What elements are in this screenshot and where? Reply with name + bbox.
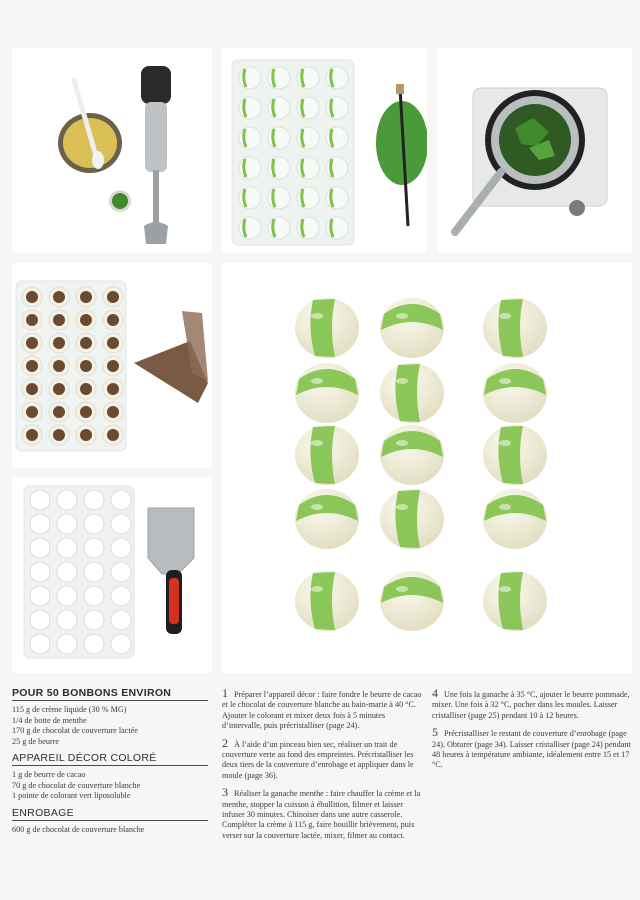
decor-item: 70 g de chocolat de couverture blanche [12, 780, 141, 790]
ingredients-list [12, 705, 208, 747]
step-text: Précristalliser le restant de couverture d’enrobage (page 24). Obturer (page 34). Laisser cristalliser (page 24) pendant 48 heures à température ambiante, idéalement entre 15 et 17 °C. [432, 729, 631, 770]
enrobage-list [12, 825, 208, 835]
photo-melting-cocoa-butter [12, 48, 212, 253]
steps-column-1 [222, 688, 422, 847]
step-3 [222, 787, 422, 841]
step-number: 2 [222, 735, 228, 750]
photo-sealing-mould [12, 478, 212, 673]
step-text: À l’aide d’un pinceau bien sec, réaliser un trait de couverture verte au fond des empreintes. Précristalliser les deux tiers de la couverture d’enrobage et appliquer dans le moule (page 36). [222, 739, 414, 780]
ingredients-title: POUR 50 BONBONS ENVIRON [12, 688, 208, 701]
enrobage-title: ENROBAGE [12, 808, 208, 821]
step-2 [222, 735, 422, 782]
step-text: Réaliser la ganache menthe : faire chauffer la crème et la menthe, stopper la cuisson à ébullition, filmer et laisser infuser 30 minutes. Chinoiser dans une autre casserole. Compléter la crème à 115 g, faire bouillir brièvement, puis verser sur la couverture lactée, mixer, filmer au contact. [222, 789, 421, 840]
step-number: 4 [432, 686, 438, 700]
photo-green-brushed-mould [222, 48, 427, 253]
step-number: 3 [222, 785, 228, 800]
steps-column-2 [432, 688, 632, 777]
ingredients-column [12, 688, 208, 841]
ingredient-item: 1/4 de botte de menthe [12, 715, 87, 725]
step-1 [222, 688, 422, 732]
decor-item: 1 pointe de colorant vert liposoluble [12, 791, 131, 801]
step-text: Une fois la ganache à 35 °C, ajouter le beurre pommade, mixer. Une fois à 32 °C, pocher dans les moules. Laisser cristalliser (page 25) pendant 10 à 12 heures. [432, 690, 630, 720]
decor-title: APPAREIL DÉCOR COLORÉ [12, 753, 208, 766]
photo-finished-bonbons [222, 263, 632, 673]
step-4 [432, 688, 632, 721]
step-5 [432, 727, 632, 771]
photo-mint-infusion [437, 48, 632, 253]
photo-piping-ganache [12, 263, 212, 468]
step-number: 1 [222, 686, 228, 700]
step-number: 5 [432, 725, 438, 740]
step-text: Préparer l’appareil décor : faire fondre le beurre de cacao et le chocolat de couverture blanche au bain-marie à 40 °C. Ajouter le colorant et mixer deux fois à 5 minutes d’intervalle, puis précristalliser (page 24). [222, 690, 422, 731]
decor-item: 1 g de beurre de cacao [12, 770, 86, 780]
decor-list [12, 770, 208, 801]
ingredient-item: 170 g de chocolat de couverture lactée [12, 726, 138, 736]
ingredient-item: 25 g de beurre [12, 736, 60, 746]
enrobage-item: 600 g de chocolat de couverture blanche [12, 825, 145, 835]
ingredient-item: 115 g de crème liquide (30 % MG) [12, 705, 127, 715]
